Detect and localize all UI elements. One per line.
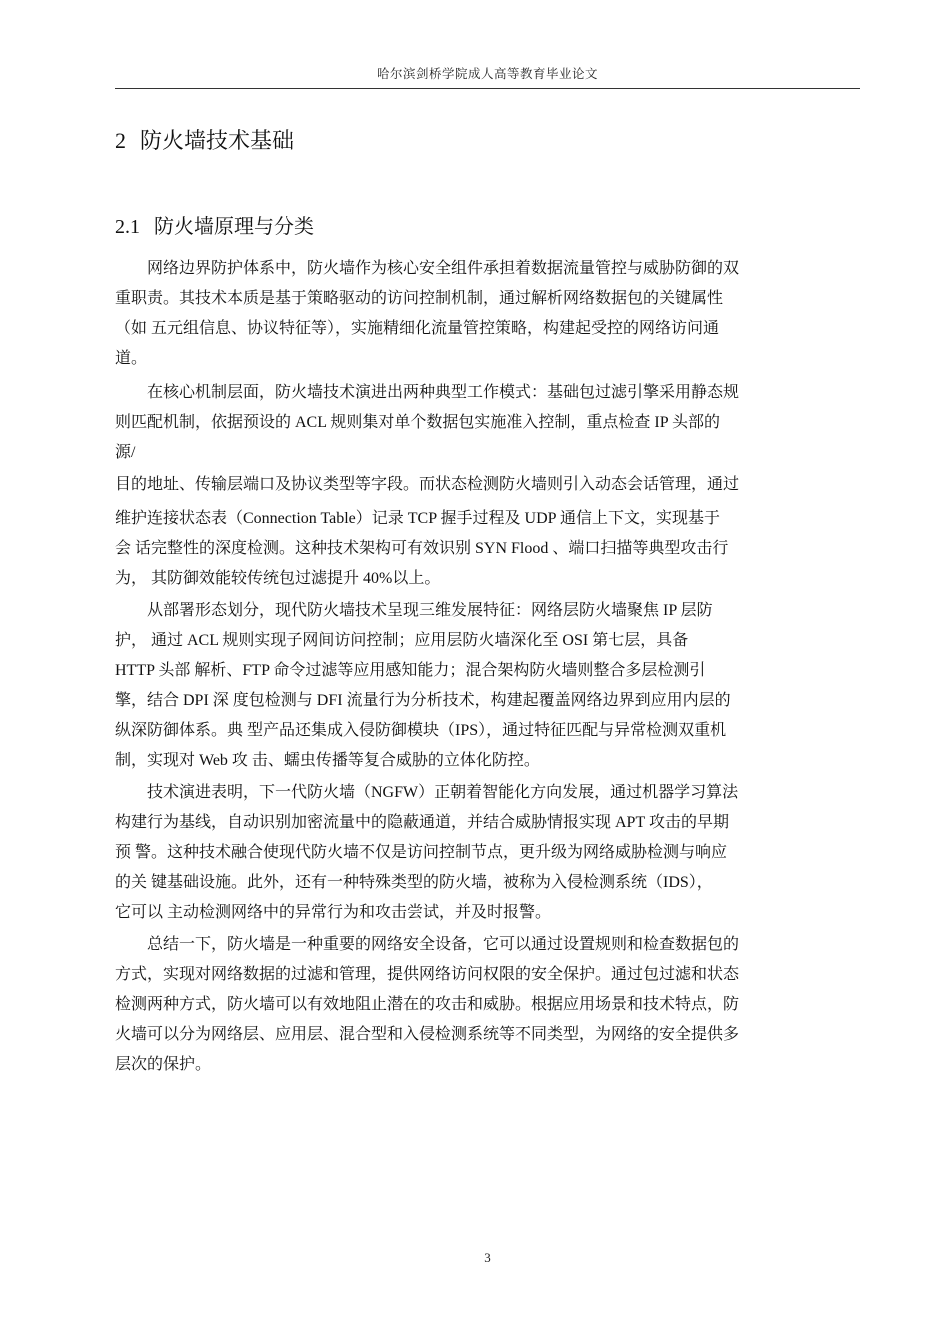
- text-line: 火墙可以分为网络层、应用层、混合型和入侵检测系统等不同类型，为网络的安全提供多: [115, 1026, 740, 1043]
- section-title: 防火墙原理与分类: [154, 214, 314, 238]
- text-line: 检测两种方式，防火墙可以有效地阻止潜在的攻击和威胁。根据应用场景和技术特点，防: [115, 996, 740, 1013]
- paragraph-1: [115, 254, 860, 374]
- text-line: 道。: [115, 350, 148, 367]
- page-number: 3: [484, 1250, 491, 1265]
- running-header: 哈尔滨剑桥学院成人高等教育毕业论文: [376, 66, 598, 81]
- text-line: 从部署形态划分，现代防火墙技术呈现三维发展特征：网络层防火墙聚焦 IP 层防: [147, 602, 713, 619]
- header-divider: [115, 88, 860, 89]
- chapter-title: 防火墙技术基础: [140, 129, 295, 154]
- text-line: 层次的保护。: [115, 1056, 212, 1073]
- paragraph-2: [115, 378, 860, 594]
- text-line: 制，实现对 Web 攻 击、蠕虫传播等复合威胁的立体化防控。: [115, 752, 540, 769]
- text-line: 源/: [115, 444, 136, 461]
- text-line: 的关 键基础设施。此外，还有一种特殊类型的防火墙，被称为入侵检测系统（IDS），: [115, 874, 713, 891]
- text-line: 擎，结合 DPI 深 度包检测与 DFI 流量行为分析技术，构建起覆盖网络边界到应用内层的: [115, 692, 731, 709]
- section-number: 2.1: [115, 216, 140, 238]
- paragraph-3: [115, 596, 860, 776]
- text-line: 在核心机制层面，防火墙技术演进出两种典型工作模式：基础包过滤引擎采用静态规: [147, 384, 740, 401]
- body-text: [115, 254, 860, 1080]
- text-line: HTTP 头部 解析、FTP 命令过滤等应用感知能力；混合架构防火墙则整合多层检测引: [115, 662, 706, 679]
- text-line: 总结一下，防火墙是一种重要的网络安全设备，它可以通过设置规则和检查数据包的: [147, 936, 740, 953]
- chapter-number: 2: [115, 128, 126, 153]
- text-line: 网络边界防护体系中，防火墙作为核心安全组件承担着数据流量管控与威胁防御的双: [147, 260, 740, 277]
- text-line: 方式，实现对网络数据的过滤和管理，提供网络访问权限的安全保护。通过包过滤和状态: [115, 966, 740, 983]
- section-heading: [115, 210, 860, 239]
- text-line: 预 警。这种技术融合使现代防火墙不仅是访问控制节点，更升级为网络威胁检测与响应: [115, 844, 728, 861]
- text-line: （如 五元组信息、协议特征等），实施精细化流量管控策略，构建起受控的网络访问通: [115, 320, 720, 337]
- text-line: 纵深防御体系。典 型产品还集成入侵防御模块（IPS），通过特征匹配与异常检测双重机: [115, 722, 727, 739]
- text-line: 技术演进表明，下一代防火墙（NGFW）正朝着智能化方向发展，通过机器学习算法: [147, 784, 739, 801]
- paragraph-4: [115, 778, 860, 928]
- text-line: 为， 其防御效能较传统包过滤提升 40%以上。: [115, 570, 441, 587]
- text-line: 维护连接状态表（Connection Table）记录 TCP 握手过程及 UDP 通信上下文，实现基于: [115, 510, 720, 527]
- text-line: 构建行为基线，自动识别加密流量中的隐蔽通道，并结合威胁情报实现 APT 攻击的早期: [115, 814, 729, 831]
- paragraph-5: [115, 930, 860, 1080]
- text-line: 它可以 主动检测网络中的异常行为和攻击尝试，并及时报警。: [115, 904, 552, 921]
- text-line: 目的地址、传输层端口及协议类型等字段。而状态检测防火墙则引入动态会话管理，通过: [115, 476, 740, 493]
- text-line: 则匹配机制，依据预设的 ACL 规则集对单个数据包实施准入控制，重点检查 IP 头部的: [115, 414, 721, 431]
- text-line: 护， 通过 ACL 规则实现子网间访问控制；应用层防火墙深化至 OSI 第七层，具备: [115, 632, 689, 649]
- chapter-heading: [115, 124, 860, 155]
- text-line: 重职责。其技术本质是基于策略驱动的访问控制机制，通过解析网络数据包的关键属性: [115, 290, 724, 307]
- text-line: 会 话完整性的深度检测。这种技术架构可有效识别 SYN Flood 、端口扫描等典型攻击行: [115, 540, 729, 557]
